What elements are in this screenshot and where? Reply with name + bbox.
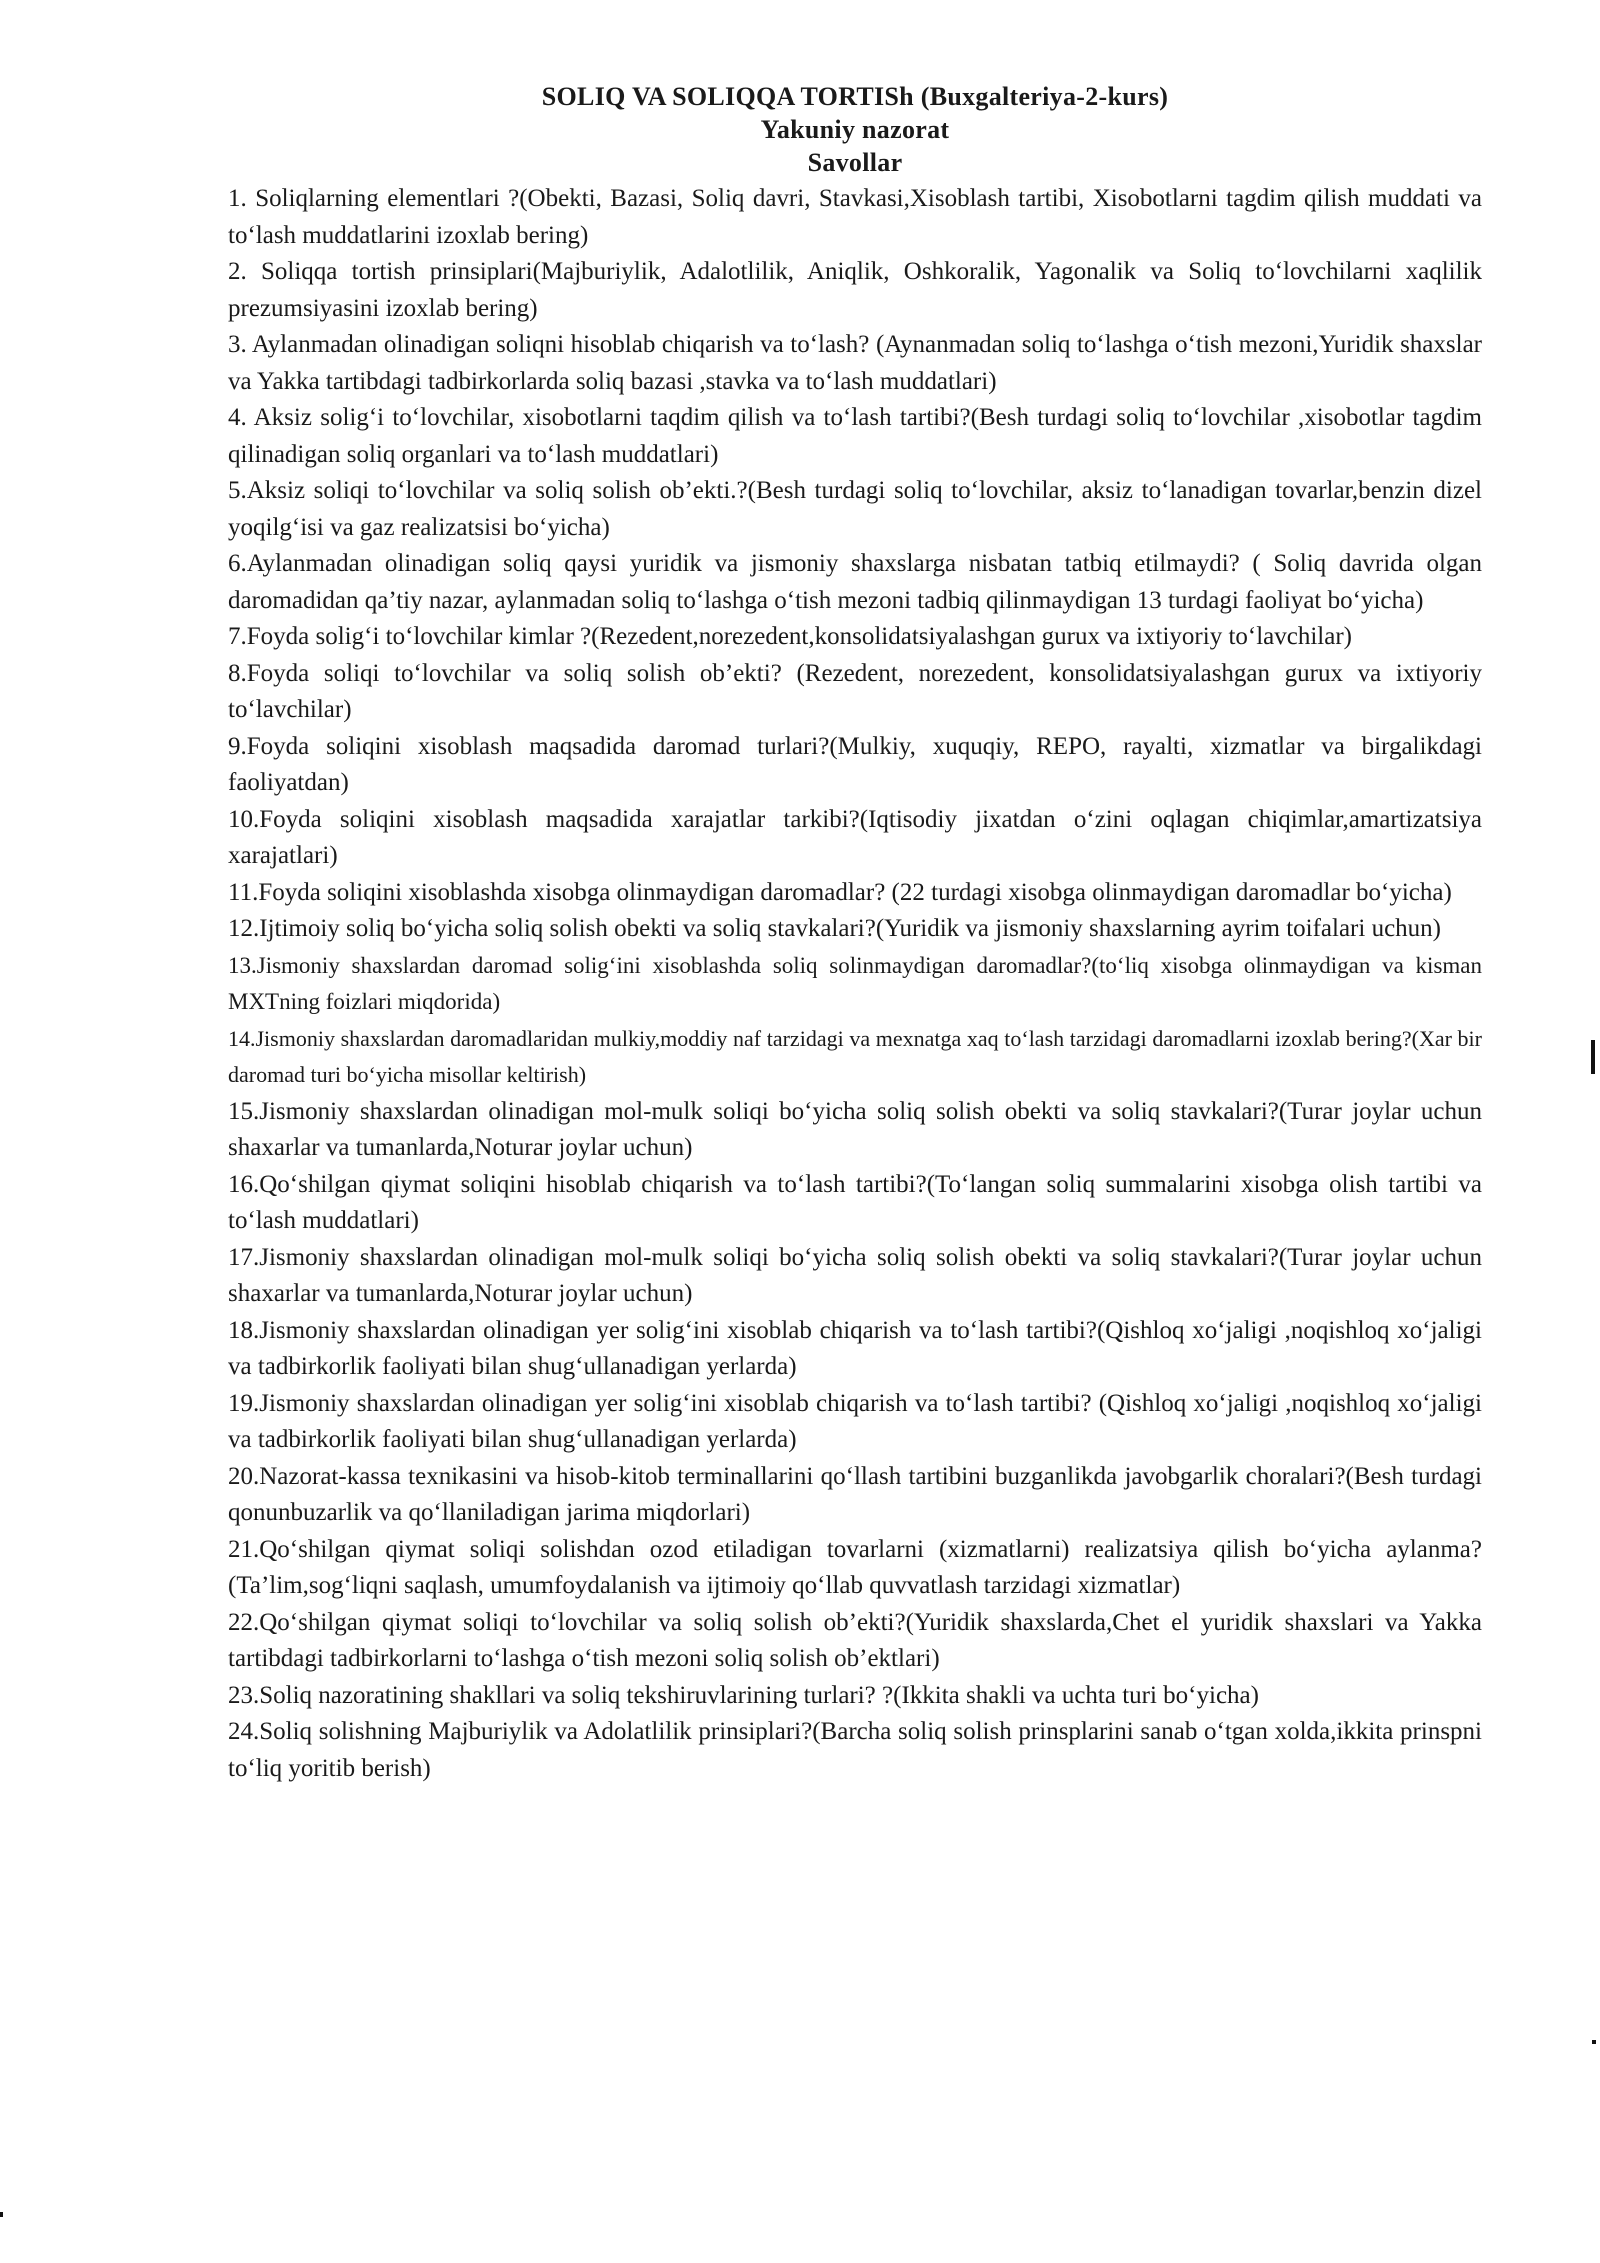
document-title: SOLIQ VA SOLIQQA TORTISh (Buxgalteriya-2-kurs) — [541, 82, 1169, 111]
document-subtitle: Yakuniy nazorat — [760, 115, 950, 144]
question-item: 20.Nazorat-kassa texnikasini va hisob-kitob terminallarini qo‘llash tartibini buzganlikda javobgarlik choralari?(Besh turdagi qonunbuzarlik va qo‘llaniladigan jarima miqdorlari) — [228, 1462, 1482, 1526]
question-item: 24.Soliq solishning Majburiylik va Adolatlilik prinsiplari?(Barcha soliq solish prinsplarini sanab o‘tgan xolda,ikkita prinspni to‘liq yoritib berish) — [228, 1718, 1482, 1782]
question-item: 2. Soliqqa tortish prinsiplari(Majburiylik, Adalotlilik, Aniqlik, Oshkoralik, Yagonalik va Soliq to‘lovchilarni xaqlilik prezumsiyasini izoxlab bering) — [228, 258, 1482, 322]
question-item: 23.Soliq nazoratining shakllari va soliq tekshiruvlarining turlari? ?(Ikkita shakli va uchta turi bo‘yicha) — [228, 1681, 1259, 1709]
question-item: 6.Aylanmadan olinadigan soliq qaysi yuridik va jismoniy shaxslarga nisbatan tatbiq etilmaydi? ( Soliq davrida olgan daromadidan qa’tiy nazar, aylanmadan soliq to‘lashga o‘tish mezoni tadbiq qilinmaydigan 13 turdagi faoliyat bo‘yicha) — [228, 550, 1482, 614]
question-item: 18.Jismoniy shaxslardan olinadigan yer solig‘ini xisoblab chiqarish va to‘lash tartibi?(Qishloq xo‘jaligi ,noqishloq xo‘jaligi va tadbirkorlik faoliyati bilan shug‘ullanadigan yerlarda) — [228, 1316, 1482, 1380]
question-item: 14.Jismoniy shaxslardan daromadlaridan mulkiy,moddiy naf tarzidagi va mexnatga xaq to‘lash tarzidagi daromadlarni izoxlab bering?(Xar bir daromad turi bo‘yicha misollar keltirish) — [228, 1025, 1482, 1087]
question-item: 5.Aksiz soliqi to‘lovchilar va soliq solish ob’ekti.?(Besh turdagi soliq to‘lovchilar, aksiz to‘lanadigan tovarlar,benzin dizel yoqilg‘isi va gaz realizatsisi bo‘yicha) — [228, 477, 1482, 541]
question-item: 4. Aksiz solig‘i to‘lovchilar, xisobotlarni taqdim qilish va to‘lash tartibi?(Besh turdagi soliq to‘lovchilar ,xisobotlar tagdim qilinadigan soliq organlari va to‘lash muddatlari) — [228, 404, 1482, 468]
question-item: 1. Soliqlarning elementlari ?(Obekti, Bazasi, Soliq davri, Stavkasi,Xisoblash tartibi, Xisobotlarni tagdim qilish muddati va to‘lash muddatlarini izoxlab bering) — [228, 185, 1482, 249]
scan-edge-mark — [1591, 1040, 1595, 1074]
question-item: 7.Foyda solig‘i to‘lovchilar kimlar ?(Rezedent,norezedent,konsolidatsiyalashgan gurux va ixtiyoriy to‘lavchilar) — [228, 623, 1352, 650]
question-item: 13.Jismoniy shaxslardan daromad solig‘ini xisoblashda soliq solinmaydigan daromadlar?(to‘liq xisobga olinmaydigan va kisman MXTning foizlari miqdorida) — [228, 952, 1482, 1014]
question-item: 22.Qo‘shilgan qiymat soliqi to‘lovchilar va soliq solish ob’ekti?(Yuridik shaxslarda,Chet el yuridik shaxslari va Yakka tartibdagi tadbirkorlarni to‘lashga o‘tish mezoni soliq solish ob’ektlari) — [228, 1608, 1482, 1672]
section-heading: Savollar — [807, 148, 903, 177]
question-item: 10.Foyda soliqini xisoblash maqsadida xarajatlar tarkibi?(Iqtisodiy jixatdan o‘zini oqlagan chiqimlar,amartizatsiya xarajatlari) — [228, 805, 1482, 869]
question-item: 9.Foyda soliqini xisoblash maqsadida daromad turlari?(Mulkiy, xuquqiy, REPO, rayalti, xizmatlar va birgalikdagi faoliyatdan) — [228, 732, 1482, 796]
question-item: 17.Jismoniy shaxslardan olinadigan mol-mulk soliqi bo‘yicha soliq solish obekti va soliq stavkalari?(Turar joylar uchun shaxarlar va tumanlarda,Noturar joylar uchun) — [228, 1243, 1482, 1307]
question-item: 21.Qo‘shilgan qiymat soliqi solishdan ozod etiladigan tovarlarni (xizmatlarni) realizatsiya qilish bo‘yicha aylanma?(Ta’lim,sog‘liqni saqlash, umumfoydalanish va ijtimoiy qo‘llab quvvatlash tarzidagi xizmatlar) — [228, 1535, 1482, 1599]
scan-edge-mark — [1592, 2040, 1596, 2044]
question-item: 15.Jismoniy shaxslardan olinadigan mol-mulk soliqi bo‘yicha soliq solish obekti va soliq stavkalari?(Turar joylar uchun shaxarlar va tumanlarda,Noturar joylar uchun) — [228, 1097, 1482, 1161]
question-item: 12.Ijtimoiy soliq bo‘yicha soliq solish obekti va soliq stavkalari?(Yuridik va jismoniy shaxslarning ayrim toifalari uchun) — [228, 915, 1442, 942]
question-item: 16.Qo‘shilgan qiymat soliqini hisoblab chiqarish va to‘lash tartibi?(To‘langan soliq summalarini xisobga olish tartibi va to‘lash muddatlari) — [228, 1170, 1482, 1234]
question-item: 8.Foyda soliqi to‘lovchilar va soliq solish ob’ekti? (Rezedent, norezedent, konsolidatsiyalashgan gurux va ixtiyoriy to‘lavchilar) — [228, 659, 1482, 723]
question-item: 3. Aylanmadan olinadigan soliqni hisoblab chiqarish va to‘lash? (Aynanmadan soliq to‘lashga o‘tish mezoni,Yuridik shaxslar va Yakka tartibdagi tadbirkorlarda soliq bazasi ,stavka va to‘lash muddatlari) — [228, 331, 1482, 395]
scan-edge-mark — [0, 2212, 3, 2217]
document-page — [228, 80, 1482, 1787]
question-item: 19.Jismoniy shaxslardan olinadigan yer solig‘ini xisoblab chiqarish va to‘lash tartibi? (Qishloq xo‘jaligi ,noqishloq xo‘jaligi va tadbirkorlik faoliyati bilan shug‘ullanadigan yerlarda) — [228, 1389, 1482, 1453]
question-list — [228, 181, 1482, 1787]
question-item: 11.Foyda soliqini xisoblashda xisobga olinmaydigan daromadlar? (22 turdagi xisobga olinmaydigan daromadlar bo‘yicha) — [228, 878, 1452, 906]
